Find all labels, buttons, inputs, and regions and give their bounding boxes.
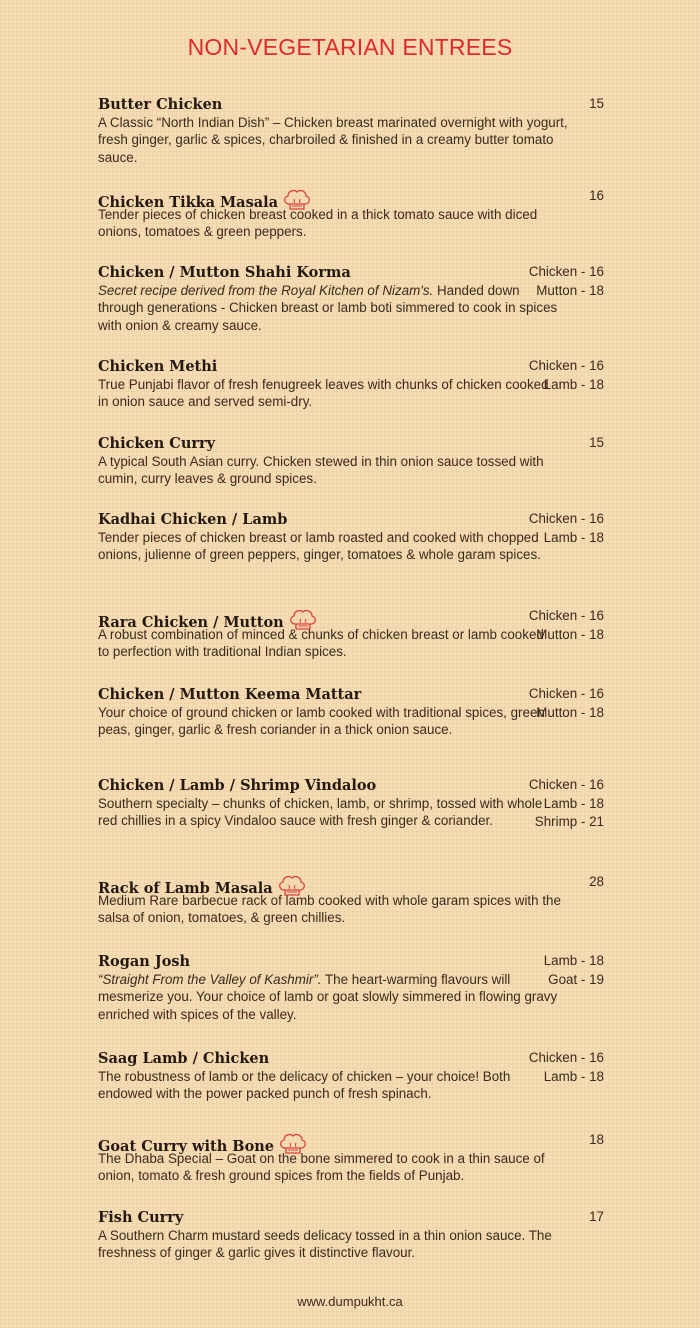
- price-list: [589, 187, 604, 206]
- price: Lamb - 18: [543, 953, 604, 968]
- dish-name: Chicken Curry: [98, 435, 216, 452]
- price-list: [529, 263, 604, 300]
- price: Goat - 19: [548, 971, 604, 987]
- dish-description: [98, 1227, 568, 1262]
- menu-item: [98, 1049, 604, 1103]
- menu-item: [98, 607, 604, 661]
- dish-name: Rogan Josh: [98, 953, 191, 970]
- dish-name: Saag Lamb / Chicken: [98, 1050, 270, 1067]
- menu-item: [98, 95, 604, 166]
- dish-description: [98, 114, 568, 166]
- price: Chicken - 16: [528, 777, 604, 792]
- menu-item-header: [98, 1208, 604, 1227]
- dish-description-text: A typical South Asian curry. Chicken stewed in thin onion sauce tossed with cumin, curry leaves & ground spices.: [98, 454, 544, 487]
- price: Chicken - 16: [528, 264, 604, 279]
- dish-description-text: Tender pieces of chicken breast cooked in a thick tomato sauce with diced onions, tomatoes & green peppers.: [98, 207, 538, 240]
- menu-item: [98, 952, 604, 1023]
- price: 18: [589, 1132, 604, 1147]
- dish-tagline: “Straight From the Valley of Kashmir”.: [98, 972, 322, 987]
- dish-description: [98, 971, 558, 1023]
- dish-name: Kadhai Chicken / Lamb: [98, 511, 288, 528]
- price: Mutton - 18: [536, 626, 604, 642]
- chef-hat-icon: [278, 1131, 308, 1157]
- price-list: [529, 607, 604, 644]
- price: Shrimp - 21: [534, 814, 604, 829]
- dish-description-text: Southern specialty – chunks of chicken, lamb, or shrimp, tossed with whole red chillies in a spicy Vindaloo sauce with fresh ginger & coriander.: [98, 796, 543, 829]
- dish-description-text: A Southern Charm mustard seeds delicacy tossed in a thin onion sauce. The freshness of ginger & garlic gives it distinctive flavour.: [98, 1228, 552, 1261]
- menu-item: [98, 434, 604, 488]
- dish-name: Chicken Methi: [98, 358, 218, 375]
- price-list: [589, 1131, 604, 1150]
- menu-item-header: [98, 873, 604, 897]
- dish-description-text: A Classic “North Indian Dish” – Chicken breast marinated overnight with yogurt, fresh ginger, garlic & spices, charbroiled & finished in a creamy butter tomato sauce.: [98, 115, 568, 165]
- price-list: [529, 1049, 604, 1086]
- menu-item: [98, 357, 604, 411]
- price-list: [589, 873, 604, 892]
- price-list: [589, 1208, 604, 1227]
- menu-item: [98, 776, 604, 830]
- footer-website[interactable]: www.dumpukht.ca: [297, 1294, 403, 1309]
- price-list: [529, 685, 604, 722]
- menu-item-header: [98, 1049, 604, 1084]
- chef-hat-icon: [282, 187, 312, 213]
- menu-item-header: [98, 434, 604, 453]
- price-list: [589, 434, 604, 453]
- dish-description-text: Tender pieces of chicken breast or lamb roasted and cooked with chopped onions, julienne of green peppers, ginger, tomatoes & whole garam spices.: [98, 530, 541, 563]
- menu-item: [98, 510, 604, 564]
- price-list: [529, 776, 604, 832]
- dish-name: Chicken / Lamb / Shrimp Vindaloo: [98, 777, 377, 794]
- price-list: [529, 510, 604, 547]
- dish-description-text: Your choice of ground chicken or lamb cooked with traditional spices, green peas, ginger, garlic & fresh coriander in a thick onion sauce.: [98, 705, 545, 738]
- dish-tagline: Secret recipe derived from the Royal Kitchen of Nizam's.: [98, 283, 434, 298]
- price: Lamb - 18: [543, 376, 604, 392]
- price: Lamb - 18: [543, 1068, 604, 1084]
- price: Lamb - 18: [543, 795, 604, 811]
- price-list: [544, 952, 604, 989]
- menu-item-header: [98, 607, 604, 642]
- dish-name: Rack of Lamb Masala: [98, 880, 273, 897]
- menu-item: [98, 685, 604, 739]
- page-title: NON-VEGETARIAN ENTREES: [187, 34, 513, 60]
- dish-name: Fish Curry: [98, 1209, 184, 1226]
- price: Chicken - 16: [528, 511, 604, 526]
- dish-description-text: A robust combination of minced & chunks of chicken breast or lamb cooked to perfection with traditional Indian spices.: [98, 627, 544, 660]
- dish-description: [98, 282, 558, 334]
- menu-item-header: [98, 510, 604, 545]
- menu-item-header: [98, 357, 604, 392]
- dish-description-text: The Dhaba Special – Goat on the bone simmered to cook in a thin sauce of onion, tomato & fresh ground spices from the fields of Punjab.: [98, 1151, 545, 1184]
- menu-item-header: [98, 187, 604, 211]
- price: Chicken - 16: [528, 608, 604, 623]
- price: 28: [589, 874, 604, 889]
- dish-description: [98, 529, 558, 564]
- menu-item-header: [98, 95, 604, 114]
- dish-description-text: True Punjabi flavor of fresh fenugreek leaves with chunks of chicken cooked in onion sauce and served semi-dry.: [98, 377, 549, 410]
- menu-item: [98, 873, 604, 927]
- dish-name: Chicken Tikka Masala: [98, 194, 279, 211]
- price-list: [529, 357, 604, 394]
- price: 17: [589, 1209, 604, 1224]
- dish-description-text: Handed down through generations - Chicken breast or lamb boti simmered to cook in spices with onion & creamy sauce.: [98, 283, 558, 333]
- price: Mutton - 18: [536, 282, 604, 298]
- price: 15: [589, 96, 604, 111]
- dish-description-text: The robustness of lamb or the delicacy of chicken – your choice! Both endowed with the power packed punch of fresh spinach.: [98, 1069, 511, 1102]
- dish-name: Butter Chicken: [98, 96, 223, 113]
- price: Mutton - 18: [536, 704, 604, 720]
- menu-item: [98, 187, 604, 241]
- menu-item-header: [98, 1131, 604, 1155]
- dish-name: Chicken / Mutton Shahi Korma: [98, 264, 351, 281]
- menu-item: [98, 263, 604, 334]
- price: 15: [589, 435, 604, 450]
- dish-description: [98, 795, 558, 830]
- price: 16: [589, 188, 604, 203]
- chef-hat-icon: [277, 873, 307, 899]
- dish-name: Goat Curry with Bone: [98, 1138, 275, 1155]
- dish-description-text: Medium Rare barbecue rack of lamb cooked with whole garam spices with the salsa of onion, tomatoes, & green chillies.: [98, 893, 561, 926]
- price: Chicken - 16: [528, 1050, 604, 1065]
- dish-name: Chicken / Mutton Keema Mattar: [98, 686, 362, 703]
- dish-description-text: The heart-warming flavours will mesmerize you. Your choice of lamb or goat slowly simmered in flowing gravy enriched with spices of the valley.: [98, 972, 558, 1022]
- dish-description: [98, 453, 568, 488]
- menu-item: [98, 1131, 604, 1185]
- price: Lamb - 18: [543, 529, 604, 545]
- menu-item: [98, 1208, 604, 1262]
- dish-description: [98, 376, 558, 411]
- menu-item-header: [98, 685, 604, 720]
- dish-description: [98, 704, 558, 739]
- price-list: [589, 95, 604, 114]
- price: Chicken - 16: [528, 686, 604, 701]
- price: Chicken - 16: [528, 358, 604, 373]
- dish-name: Rara Chicken / Mutton: [98, 614, 284, 631]
- dish-description: [98, 1068, 558, 1103]
- chef-hat-icon: [288, 607, 318, 633]
